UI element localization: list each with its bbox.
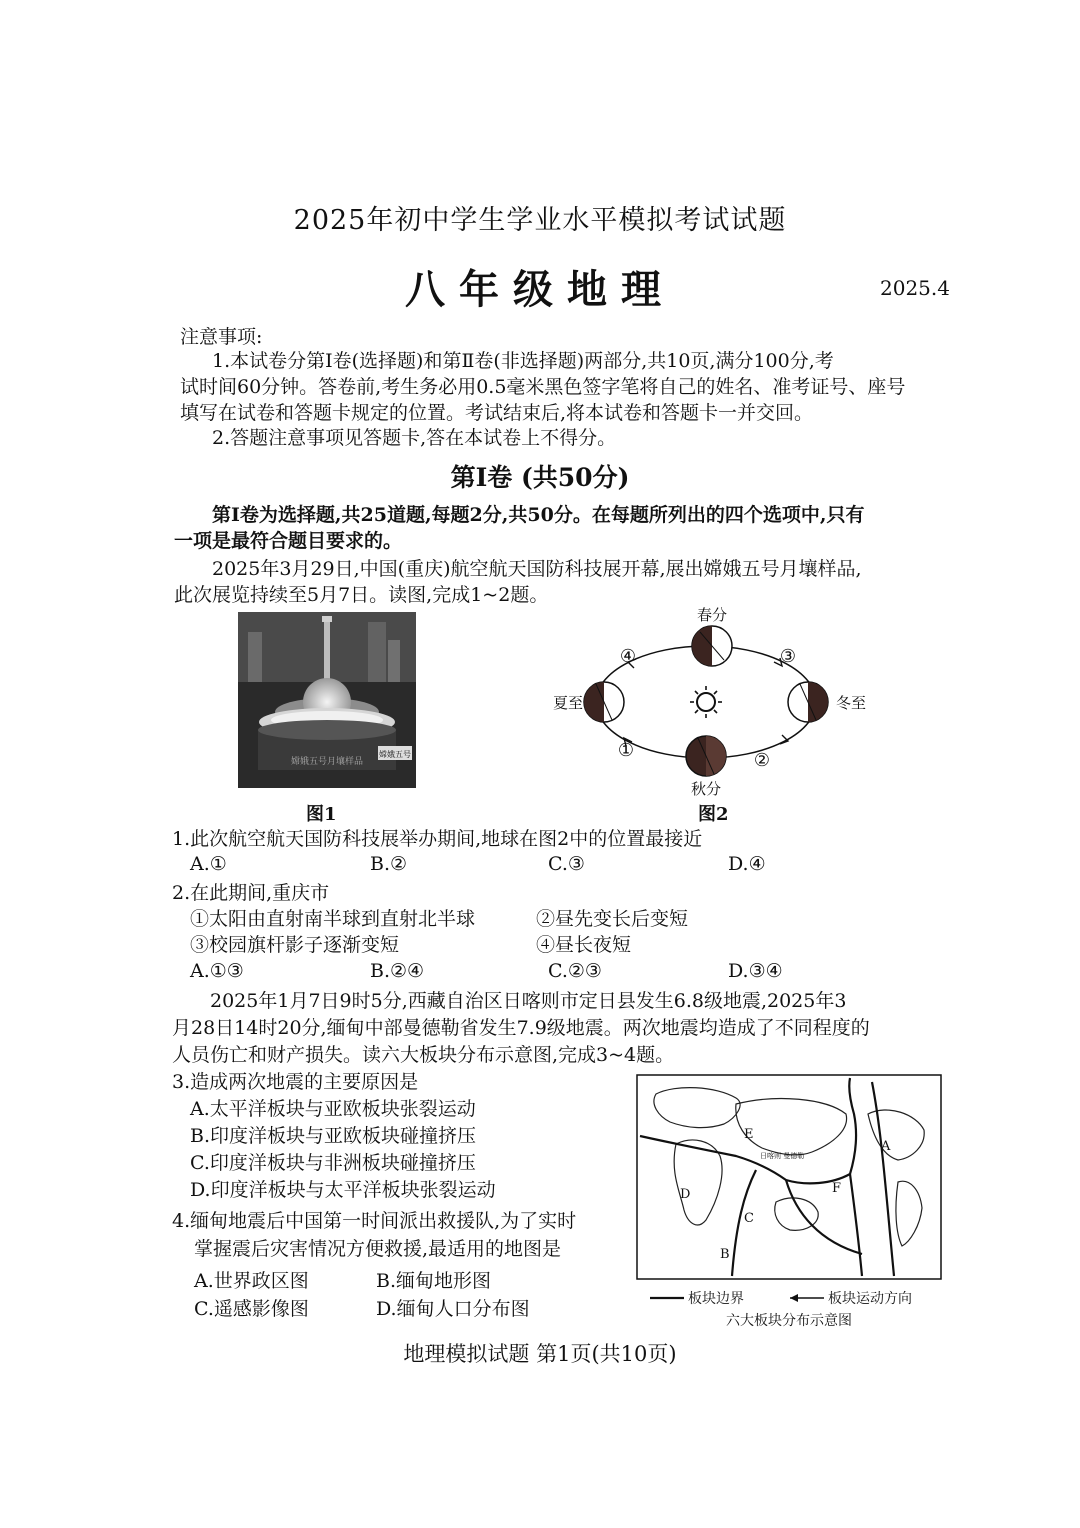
figure1-caption: 图1 [306, 804, 337, 825]
section-intro-2: 一项是最符合题目要求的。 [174, 530, 403, 552]
label-p4: ④ [619, 646, 637, 667]
q4-option-a[interactable]: A.世界政区图 [194, 1270, 309, 1292]
plate-label-b: B [720, 1247, 730, 1262]
plate-label-a: A [881, 1139, 891, 1154]
passage1-line-1: 2025年3月29日,中国(重庆)航空航天国防科技展开幕,展出嫦娥五号月壤样品, [212, 558, 862, 580]
earth-winter-icon [788, 682, 828, 722]
figure2-orbit-diagram [540, 604, 870, 800]
earth-autumn-icon [686, 736, 726, 776]
q2-item-2: ②昼先变长后变短 [536, 908, 689, 930]
q2-option-c[interactable]: C.②③ [548, 960, 602, 982]
q3-stem: 3.造成两次地震的主要原因是 [172, 1071, 419, 1093]
section-intro-1: 第Ⅰ卷为选择题,共25道题,每题2分,共50分。在每题所列出的四个选项中,只有 [212, 504, 865, 526]
exam-title: 2025年初中学生学业水平模拟考试试题 [293, 205, 787, 236]
earth-summer-icon [584, 682, 624, 722]
page-footer: 地理模拟试题 第1页(共10页) [403, 1342, 677, 1366]
q2-item-1: ①太阳由直射南半球到直射北半球 [190, 908, 476, 930]
arrow-left-icon [790, 1294, 824, 1302]
passage2-line-1: 2025年1月7日9时5分,西藏自治区日喀则市定日县发生6.8级地震,2025年3 [210, 990, 847, 1012]
q4-option-d[interactable]: D.缅甸人口分布图 [376, 1298, 530, 1320]
legend-motion: 板块运动方向 [828, 1291, 912, 1307]
passage1-line-2: 此次展览持续至5月7日。读图,完成1~2题。 [174, 584, 549, 606]
q3-option-d[interactable]: D.印度洋板块与太平洋板块张裂运动 [190, 1179, 496, 1201]
q2-option-b[interactable]: B.②④ [370, 960, 425, 982]
plate-label-e: E [744, 1127, 754, 1142]
place-label: 日喀则 曼德勒 [760, 1152, 805, 1160]
q3-option-b[interactable]: B.印度洋板块与亚欧板块碰撞挤压 [190, 1125, 477, 1147]
q1-option-c[interactable]: C.③ [548, 853, 585, 875]
sun-icon [690, 686, 722, 718]
passage2-line-2: 月28日14时20分,缅甸中部曼德勒省发生7.9级地震。两次地震均造成了不同程度的 [172, 1017, 870, 1039]
legend-boundary: 板块边界 [688, 1291, 744, 1307]
notice-line-4: 2.答题注意事项见答题卡,答在本试卷上不得分。 [212, 427, 617, 449]
notice-heading: 注意事项: [180, 326, 263, 348]
q2-item-4: ④昼长夜短 [536, 934, 632, 956]
notice-line-1: 1.本试卷分第Ⅰ卷(选择题)和第Ⅱ卷(非选择题)两部分,共10页,满分100分,考 [212, 350, 834, 372]
q4-option-b[interactable]: B.缅甸地形图 [376, 1270, 492, 1292]
q1-option-b[interactable]: B.② [370, 853, 408, 875]
q2-option-a[interactable]: A.①③ [190, 960, 244, 982]
notice-line-3: 填写在试卷和答题卡规定的位置。考试结束后,将本试卷和答题卡一并交回。 [180, 402, 814, 424]
q1-stem: 1.此次航空航天国防科技展举办期间,地球在图2中的位置最接近 [172, 828, 703, 850]
label-autumn: 秋分 [690, 780, 722, 798]
q4-stem-1: 4.缅甸地震后中国第一时间派出救援队,为了实时 [172, 1210, 577, 1232]
plate-label-d: D [680, 1187, 691, 1202]
label-spring: 春分 [696, 606, 728, 624]
subject-title: 八年级地理 [405, 266, 675, 313]
q2-option-d[interactable]: D.③④ [728, 960, 783, 982]
plate-label-c: C [744, 1211, 754, 1226]
q2-item-3: ③校园旗杆影子逐渐变短 [190, 934, 400, 956]
label-p1: ① [617, 740, 635, 761]
exam-date: 2025.4 [880, 276, 950, 300]
q3-option-c[interactable]: C.印度洋板块与非洲板块碰撞挤压 [190, 1152, 476, 1174]
figure2-caption: 图2 [698, 804, 729, 825]
notice-line-2: 试时间60分钟。答卷前,考生务必用0.5毫米黑色签字笔将自己的姓名、准考证号、座号 [180, 376, 906, 398]
label-winter: 冬至 [835, 694, 867, 712]
figure1-label-text: 嫦娥五号月壤样品 [290, 757, 364, 767]
earth-spring-icon [692, 626, 732, 666]
figure1-sign-text: 嫦娥五号 [379, 750, 411, 759]
passage2-line-3: 人员伤亡和财产损失。读六大板块分布示意图,完成3~4题。 [172, 1044, 675, 1066]
map-caption: 六大板块分布示意图 [726, 1313, 852, 1329]
plate-label-f: F [832, 1181, 842, 1196]
q4-option-c[interactable]: C.遥感影像图 [194, 1298, 309, 1320]
q1-option-a[interactable]: A.① [190, 853, 227, 875]
plates-map [636, 1074, 942, 1280]
map-legend [648, 1288, 948, 1308]
q2-stem: 2.在此期间,重庆市 [172, 882, 330, 904]
label-p3: ③ [779, 646, 797, 667]
label-summer: 夏至 [552, 694, 584, 712]
figure1-photo [238, 612, 416, 788]
q1-option-d[interactable]: D.④ [728, 853, 766, 875]
q4-stem-2: 掌握震后灾害情况方便救援,最适用的地图是 [194, 1238, 562, 1260]
label-p2: ② [753, 750, 771, 771]
q3-option-a[interactable]: A.太平洋板块与亚欧板块张裂运动 [190, 1098, 476, 1120]
section-title: 第Ⅰ卷 (共50分) [450, 463, 630, 492]
